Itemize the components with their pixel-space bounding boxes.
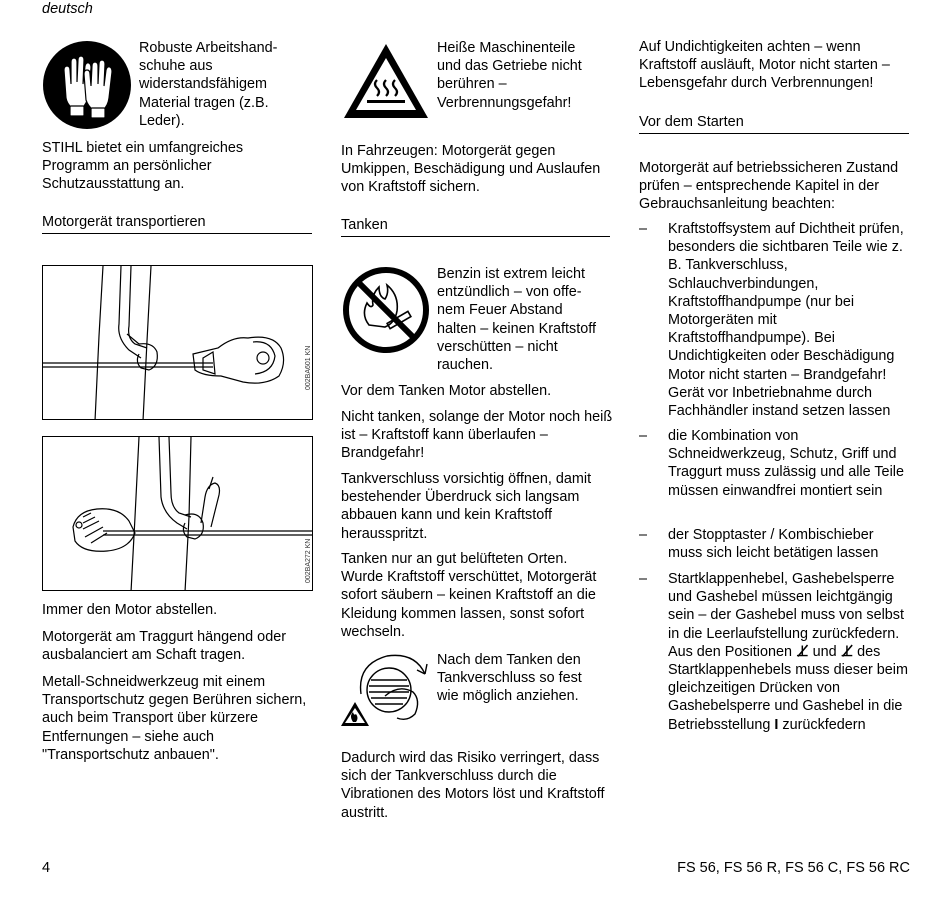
col2-para-3: Tankverschluss vorsichtig öffnen, damit bestehender Überdruck sich langsam abbauen kann und kein Kraftstoff herausspritzt. bbox=[341, 471, 592, 542]
col2-para-5: Dadurch wird das Risiko verringert, dass sich der Tankverschluss durch die Vibrationen des Motors löst und Kraftstoff austritt. bbox=[341, 750, 605, 821]
hot-surface-warning-icon bbox=[341, 40, 431, 120]
figure-code-2: 002BA272 KN bbox=[305, 538, 312, 583]
gloves-text: Robuste Arbeitshand- schuhe aus widerstandsfähigem Material tragen (z.B. Leder). bbox=[139, 40, 278, 129]
figure-carry-hanging bbox=[42, 265, 313, 420]
carry-hanging-illustration bbox=[43, 266, 313, 420]
figure-carry-balanced bbox=[42, 436, 313, 591]
tighten-cap-icon bbox=[341, 650, 431, 728]
no-open-fire-icon bbox=[341, 265, 431, 355]
col2-para-4: Tanken nur an gut belüfteten Orten. Wurde Kraftstoff verschüttet, Motorgerät sofort säubern – keinen Kraftstoff an die Kleidung kommen lassen, sonst sofort wechseln. bbox=[341, 551, 597, 640]
col1-para-1: Immer den Motor abstellen. bbox=[42, 602, 218, 618]
col1-para-2: Motorgerät am Traggurt hängend oder ausbalanciert am Schaft tragen. bbox=[42, 629, 286, 664]
dash-3: – bbox=[639, 527, 648, 543]
gloves-icon bbox=[42, 40, 132, 130]
fire-warning-text: Benzin ist extrem leicht entzündlich – von offe- nem Feuer Abstand halten – keinen Kraftstoff verschütten – nicht rauchen. bbox=[437, 266, 596, 374]
check-item-1: – Kraftstoffsystem auf Dichtheit prüfen, besonders die sichtbaren Teile wie z. B. Tankverschluss, Schlauchverbindungen, Kraftstoffhandpumpe (nur bei Motorgeräten mit Kraftstoffhandpumpe). Bei Undichtigkeiten oder Beschädigung Motor nicht starten – Brandgefahr! Gerät vor Inbetriebnahme durch Fachhändler instand setzen lassen bbox=[639, 221, 904, 420]
figure-code-1: 002BA601 KN bbox=[305, 345, 312, 390]
start-intro: Motorgerät auf betriebssicheren Zustand prüfen – entsprechende Kapitel in der Gebrauchsanleitung beachten: bbox=[639, 160, 899, 213]
page-number: 4 bbox=[42, 860, 51, 876]
tank-heading: Tanken bbox=[341, 216, 610, 237]
col2-para-2: Nicht tanken, solange der Motor noch heiß ist – Kraftstoff kann überlaufen – Brandgefahr! bbox=[341, 409, 613, 462]
col1-para-3: Metall-Schneidwerkzeug mit einem Transportschutz gegen Berühren sichern, auch beim Transport über kürzere Entfernungen – siehe auch "Transportschutz anbauen". bbox=[42, 674, 307, 763]
stihl-text: STIHL bietet ein umfangreiches Programm an persönlicher Schutzausstattung an. bbox=[42, 140, 244, 193]
start-heading: Vor dem Starten bbox=[639, 113, 909, 134]
run-symbol: I bbox=[774, 716, 779, 733]
dash-2: – bbox=[639, 428, 648, 444]
model-list: FS 56, FS 56 R, FS 56 C, FS 56 RC bbox=[677, 860, 910, 876]
dash-4: – bbox=[639, 571, 648, 587]
choke-symbol-2: ⊥̸ bbox=[840, 643, 854, 660]
col2-para-1: Vor dem Tanken Motor abstellen. bbox=[341, 383, 552, 399]
cap-text: Nach dem Tanken den Tankverschluss so fest wie möglich anziehen. bbox=[437, 652, 582, 705]
check-item-3: – der Stopptaster / Kombischieber muss sich leicht betätigen lassen bbox=[639, 527, 879, 562]
dash-1: – bbox=[639, 221, 648, 237]
language-label: deutsch bbox=[42, 1, 93, 17]
choke-symbol-1: ⊥̸ bbox=[796, 643, 809, 660]
check-item-2: – die Kombination von Schneidwerkzeug, Schutz, Griff und Traggurt muss zulässig und alle Teile müssen einwandfrei montiert sein bbox=[639, 428, 904, 499]
transport-heading: Motorgerät transportieren bbox=[42, 213, 312, 234]
leak-text: Auf Undichtigkeiten achten – wenn Kraftstoff ausläuft, Motor nicht starten – Lebensgefahr durch Verbrennungen! bbox=[639, 39, 890, 92]
hot-parts-text: Heiße Maschinenteile und das Getriebe nicht berühren – Verbrennungsgefahr! bbox=[437, 40, 582, 111]
carry-balanced-illustration bbox=[43, 437, 313, 591]
check-item-4: – Startklappenhebel, Gashebelsperre und Gashebel müssen leichtgängig sein – der Gashebel muss von selbst in die Leerlaufstellung zurückfedern. Aus den Positionen ⊥̸ und ⊥̸ des Startklappenhebels muss dieser beim gleichzeitigen Drücken von Gashebelsperre und Gashebel in die Betriebsstellung I zurückfedern bbox=[639, 571, 908, 733]
vehicle-text: In Fahrzeugen: Motorgerät gegen Umkippen, Beschädigung und Auslaufen von Kraftstoff sichern. bbox=[341, 143, 601, 196]
